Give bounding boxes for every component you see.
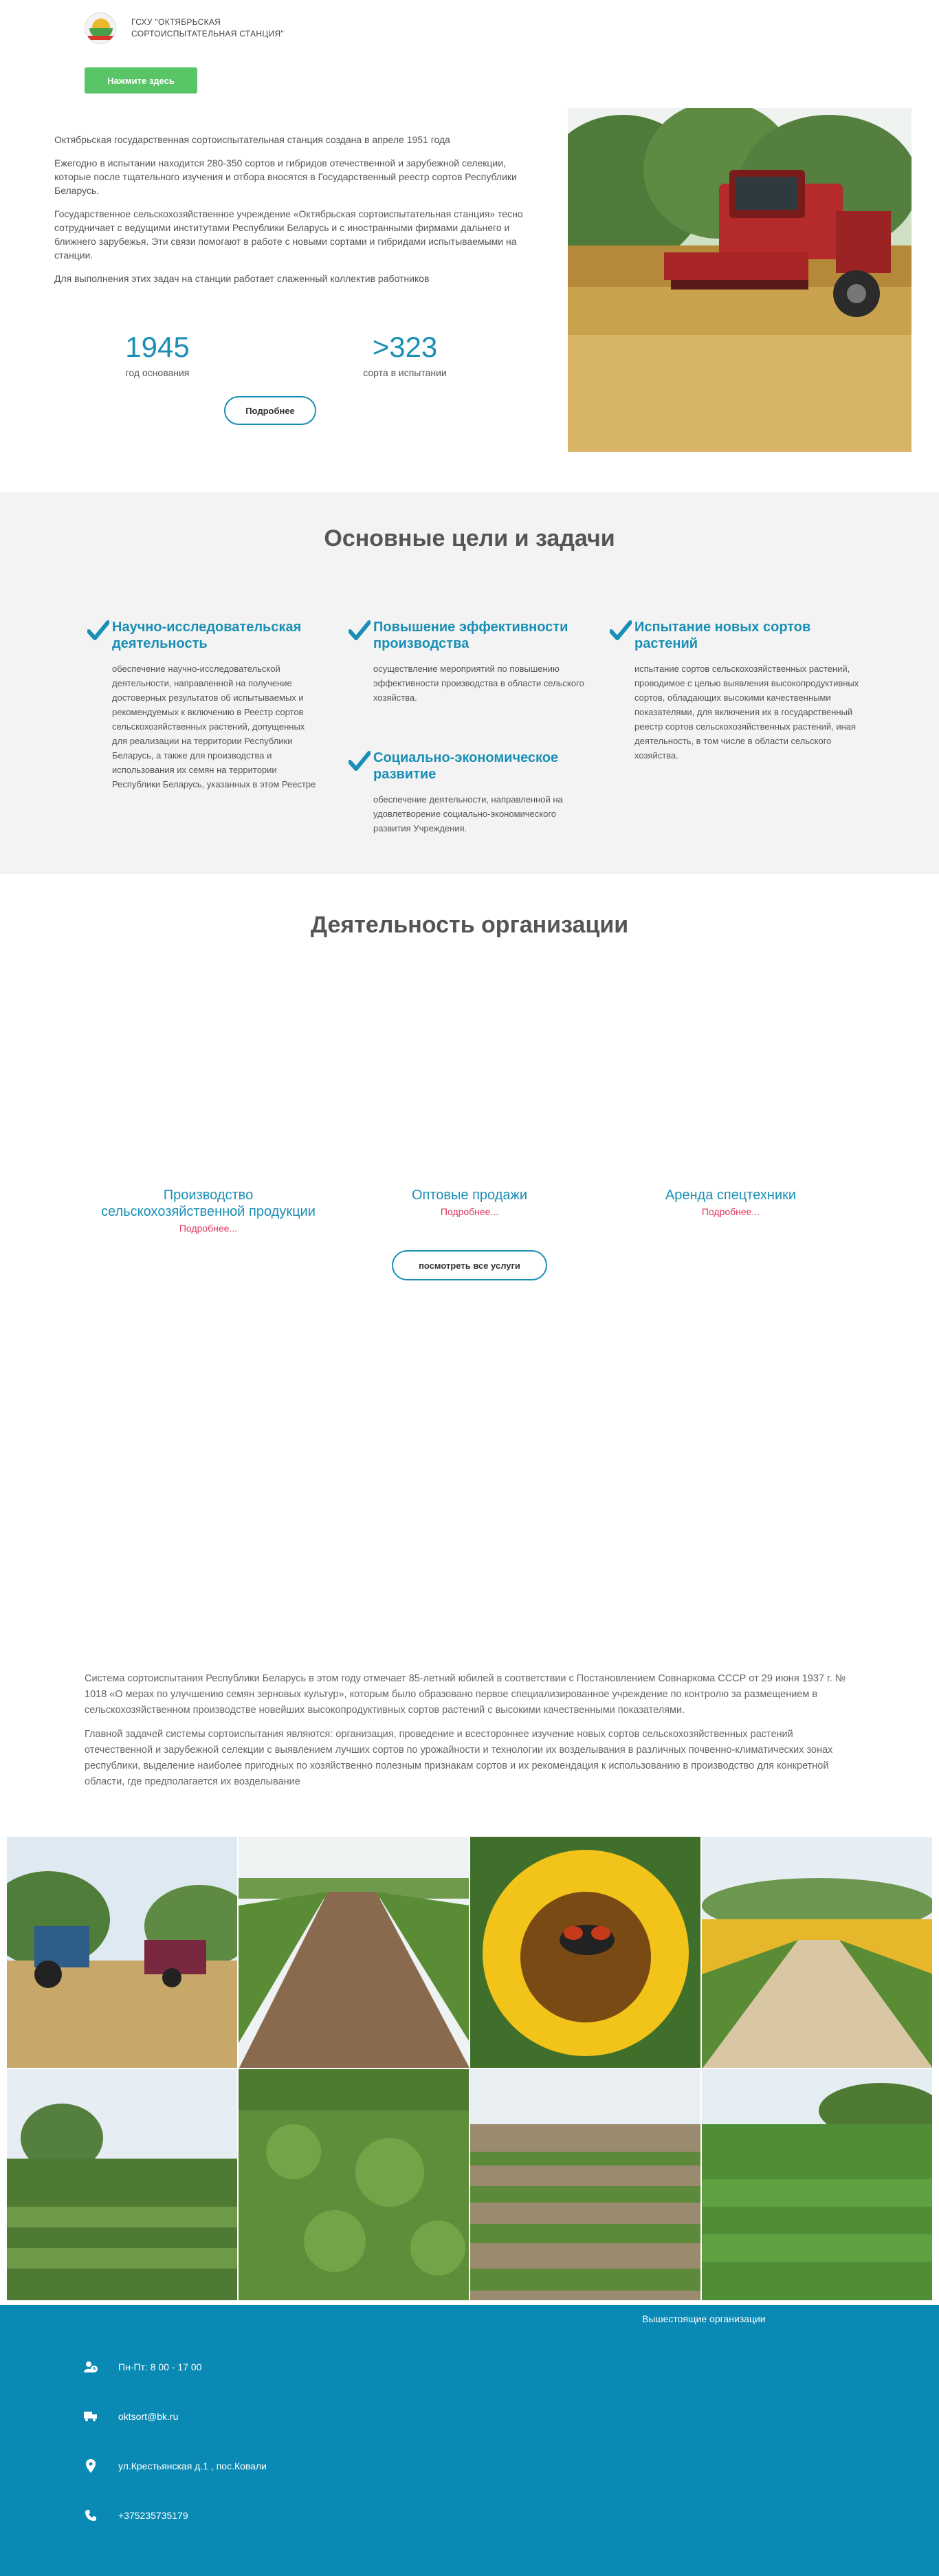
stat-label: год основания: [125, 367, 190, 378]
gallery-photo-sunflower[interactable]: [470, 1836, 701, 2069]
system-paragraph: Система сортоиспытания Республики Беларусь в этом году отмечает 85-летний юбилей в соответствии с Постановлением Совнаркома СССР от 29 июня 1937 г. № 1018 «О мерах по улучшению семян зерновых культур», которым было образовано первое специализированное учреждение по контролю за размещением в сельскохозяйственном производстве новейших высокопродуктивных сортов растений с высокими качественными показателями.: [85, 1673, 846, 1716]
goal-text: осуществление мероприятий по повышению эффективности производства в области сельского хозяйства.: [373, 664, 584, 703]
cta-button[interactable]: Нажмите здесь: [85, 67, 197, 94]
goal-title: Испытание новых сортов растений: [634, 620, 811, 651]
intro-text: [54, 133, 535, 295]
goal-text: обеспечение деятельности, направленной на удовлетворение социально-экономического развития Учреждения.: [373, 794, 563, 833]
service-name: Производство: [163, 1188, 254, 1203]
stat-founded: [82, 330, 233, 378]
user-clock-icon: [84, 2360, 98, 2374]
brand-name[interactable]: [131, 17, 284, 40]
contact-phone: [84, 2509, 188, 2522]
photo-gallery: [6, 1836, 933, 2301]
goal-development: [373, 750, 600, 836]
gallery-photo-seedlings[interactable]: [470, 2069, 701, 2301]
check-icon: [87, 620, 109, 641]
phone-text[interactable]: +375235735179: [118, 2510, 188, 2521]
contact-address: [84, 2459, 267, 2473]
gallery-photo-sunflower-field[interactable]: [701, 1836, 933, 2069]
site-header: [85, 12, 284, 44]
brand-line-1: ГСХУ "ОКТЯБРЬСКАЯ: [131, 17, 221, 27]
check-icon: [349, 751, 371, 772]
map-pin-icon: [84, 2459, 98, 2473]
mail-truck-icon: [84, 2410, 98, 2423]
service-more-link[interactable]: Подробнее...: [701, 1206, 760, 1217]
goal-research: [112, 619, 339, 792]
system-paragraph: Главной задачей системы сортоиспытания являются: организация, проведение и всестороннее изучение новых сортов сельскохозяйственных растений отечественной и зарубежной селекции с выявлением лучших сортов по урожайности и технологии их возделывания в различных почвенно-климатических зонах республики, выделение наиболее пригодных по хозяйственно полезным признакам сортов и их рекомендация к использованию в производство для конкретной области, где предполагается их возделывание: [85, 1729, 833, 1787]
all-services-button[interactable]: посмотреть все услуги: [392, 1250, 547, 1280]
brand-line-2: СОРТОИСПЫТАТЕЛЬНАЯ СТАНЦИЯ": [131, 29, 285, 39]
gallery-photo-plots[interactable]: [6, 2069, 238, 2301]
goal-title: Научно-исследовательская деятельность: [112, 620, 302, 651]
goal-text: обеспечение научно-исследовательской деятельности, направленной на получение достоверных результатов об испытываемых и рекомендуемых к включению в Реестр сортов сельскохозяйственных растений, допущенных для реализации на территории Республики Беларусь, а также для производства и использования их семян на территории Республики Беларусь, указанных в этом Реестре: [112, 664, 316, 789]
service-more-link[interactable]: Подробнее...: [179, 1223, 238, 1234]
check-icon: [610, 620, 632, 641]
contact-email: [84, 2410, 178, 2423]
logo[interactable]: [85, 12, 116, 44]
intro-paragraph: Ежегодно в испытании находится 280-350 сортов и гибридов отечественной и зарубежной селекции, которые после тщательного изучения и отбора вносятся в Государственный реестр сортов Республики Беларусь.: [54, 157, 517, 196]
goal-title: Социально-экономическое развитие: [373, 750, 559, 782]
goal-efficiency: [373, 619, 600, 705]
gallery-photo-rows[interactable]: [238, 1836, 470, 2069]
section-title: Деятельность организации: [310, 912, 629, 938]
stat-value: 1945: [125, 331, 190, 363]
stat-value: >323: [372, 331, 438, 363]
gallery-photo-green-field[interactable]: [701, 2069, 933, 2301]
service-name: сельскохозяйственной продукции: [101, 1204, 316, 1219]
contact-hours: [84, 2360, 201, 2374]
goal-title: Повышение эффективности производства: [373, 620, 568, 651]
check-icon: [349, 620, 371, 641]
goal-testing: [634, 619, 861, 763]
section-title: Основные цели и задачи: [324, 525, 615, 552]
parent-organizations-link[interactable]: Вышестоящие организации: [642, 2313, 766, 2324]
email-text[interactable]: oktsort@bk.ru: [118, 2411, 179, 2422]
gallery-photo-tractors[interactable]: [6, 1836, 238, 2069]
more-button[interactable]: Подробнее: [224, 396, 316, 425]
service-more-link[interactable]: Подробнее...: [440, 1206, 499, 1217]
intro-paragraph: Для выполнения этих задач на станции работает слаженный коллектив работников: [54, 273, 430, 284]
address-text: ул.Крестьянская д.1 , пос.Ковали: [118, 2460, 267, 2471]
intro-paragraph: Государственное сельскохозяйственное учреждение «Октябрьская сортоиспытательная станция» тесно сотрудничает с ведущими институтами Республики Беларусь и с иностранными фирмами дальнего и ближнего зарубежья. Эти связи помогают в работе с новыми сортами и гибридами испытываемыми на станции.: [54, 208, 523, 261]
service-wholesale[interactable]: [339, 1187, 600, 1217]
site-footer: [0, 2305, 939, 2576]
phone-icon: [84, 2509, 98, 2522]
goals-section: [0, 492, 939, 874]
service-name: Оптовые продажи: [411, 1188, 528, 1203]
service-production[interactable]: [78, 1187, 339, 1234]
service-name: Аренда спецтехники: [665, 1188, 797, 1203]
gallery-photo-potato[interactable]: [238, 2069, 470, 2301]
stat-label: сорта в испытании: [363, 367, 447, 378]
system-text: [85, 1671, 854, 1798]
stat-varieties: [329, 330, 480, 378]
hours-text: Пн-Пт: 8 00 - 17 00: [118, 2361, 202, 2372]
combine-harvester-image: [568, 108, 912, 452]
stats: [54, 330, 535, 392]
service-machinery-rental[interactable]: [600, 1187, 861, 1217]
goal-text: испытание сортов сельскохозяйственных растений, проводимое с целью выявления высокопродуктивных сортов, обладающих высокими качественными показателями, для включения их в государственный реестр сортов сельскохозяйственных растений, иная деятельность, в том числе в области сельского хозяйства.: [634, 664, 859, 761]
intro-paragraph: Октябрьская государственная сортоиспытательная станция создана в апреле 1951 года: [54, 134, 450, 145]
